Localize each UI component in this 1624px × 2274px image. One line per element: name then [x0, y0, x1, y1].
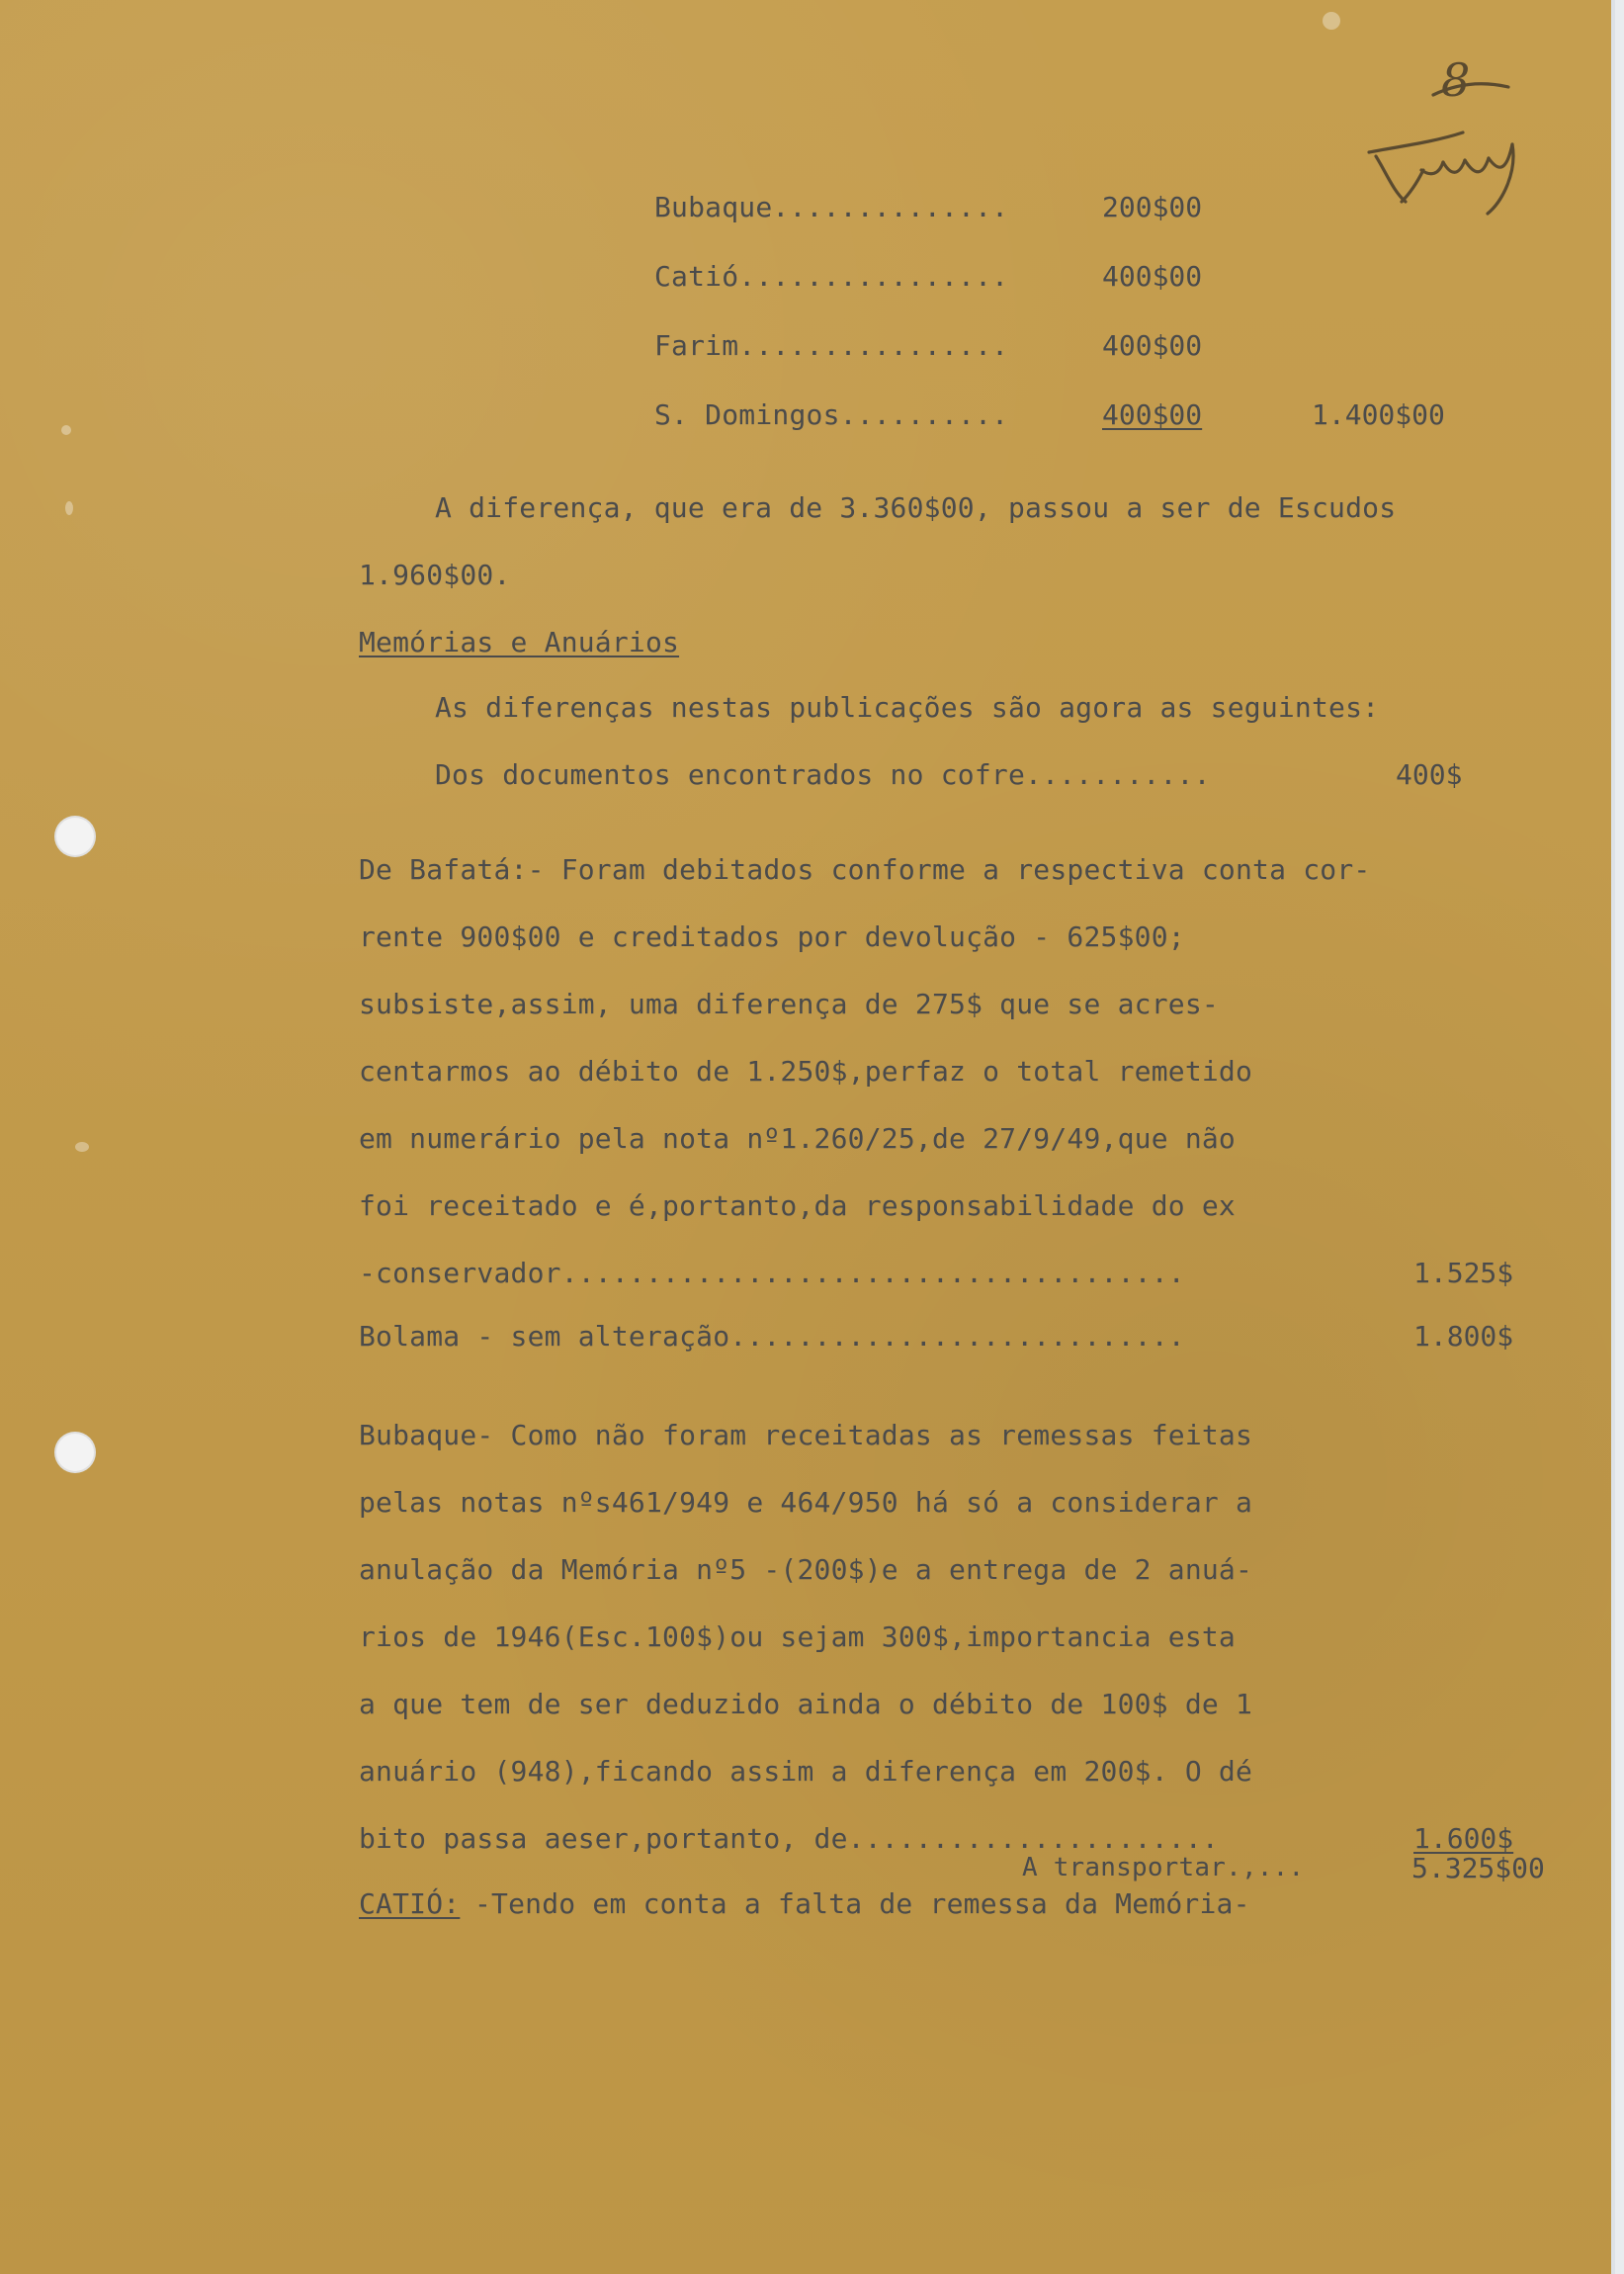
bolama-label: Bolama - sem alteração........................... [359, 1320, 1185, 1353]
memorias-cofre-value: 400$ [1396, 758, 1463, 791]
paper-speck [1323, 12, 1340, 30]
paragraph-line-2: 1.960$00. [359, 559, 511, 591]
catio-line: -Tendo em conta a falta de remessa da Memória- [474, 1887, 1250, 1920]
paragraph-line-1: A diferença, que era de 3.360$00, passou a ser de Escudos [435, 491, 1397, 524]
bubaque-line-2: pelas notas nºs461/949 e 464/950 há só a considerar a [359, 1486, 1253, 1519]
memorias-cofre-label: Dos documentos encontrados no cofre........... [435, 758, 1211, 791]
bafata-line-4: centarmos ao débito de 1.250$,perfaz o total remetido [359, 1055, 1253, 1088]
paper-speck [61, 425, 71, 435]
binder-hole-top [54, 816, 96, 857]
top-list-label-4: S. Domingos.......... [654, 398, 1009, 431]
bafata-line-7: -conservador..................................... [359, 1257, 1185, 1289]
top-list-label-2: Catió................ [654, 260, 1009, 293]
top-list-amount-1: 200$00 [1102, 191, 1203, 223]
bafata-line-1: De Bafatá:- Foram debitados conforme a respectiva conta cor- [359, 853, 1371, 886]
bafata-line-2: rente 900$00 e creditados por devolução - 625$00; [359, 920, 1185, 953]
bubaque-line-5: a que tem de ser deduzido ainda o débito de 100$ de 1 [359, 1688, 1253, 1720]
signature-svg [1315, 53, 1542, 221]
bubaque-line-7: bito passa aeser,portanto, de...................... [359, 1822, 1219, 1855]
binder-hole-bottom [54, 1432, 96, 1473]
top-list-amount-2: 400$00 [1102, 260, 1203, 293]
top-list-total: 1.400$00 [1312, 398, 1445, 431]
page-number: 8 [1441, 53, 1471, 107]
catio-label: CATIÓ: [359, 1887, 461, 1920]
paper-speck [75, 1142, 89, 1152]
top-list-label-3: Farim................ [654, 329, 1009, 362]
memorias-intro: As diferenças nestas publicações são agora as seguintes: [435, 691, 1380, 724]
section-title-memorias: Memórias e Anuários [359, 626, 680, 658]
bubaque-value: 1.600$ [1413, 1822, 1514, 1855]
top-list-amount-4: 400$00 [1102, 398, 1203, 431]
bubaque-line-4: rios de 1946(Esc.100$)ou sejam 300$,importancia esta [359, 1620, 1236, 1653]
bubaque-line-6: anuário (948),ficando assim a diferença em 200$. O dé [359, 1755, 1253, 1788]
bubaque-line-3: anulação da Memória nº5 -(200$)e a entrega de 2 anuá- [359, 1553, 1253, 1586]
paper-speck [65, 501, 73, 515]
bubaque-line-1: Bubaque- Como não foram receitadas as remessas feitas [359, 1419, 1253, 1451]
bafata-value: 1.525$ [1413, 1257, 1514, 1289]
bafata-line-3: subsiste,assim, uma diferença de 275$ que se acres- [359, 988, 1219, 1020]
transport-label: A transportar.,... [1022, 1853, 1305, 1882]
top-list-amount-3: 400$00 [1102, 329, 1203, 362]
bolama-value: 1.800$ [1413, 1320, 1514, 1353]
top-list-label-1: Bubaque.............. [654, 191, 1009, 223]
bafata-line-5: em numerário pela nota nº1.260/25,de 27/9/49,que não [359, 1122, 1236, 1155]
handwritten-signature [1315, 53, 1542, 221]
transport-value: 5.325$00 [1411, 1852, 1545, 1884]
bafata-line-6: foi receitado e é,portanto,da responsabilidade do ex [359, 1189, 1236, 1222]
